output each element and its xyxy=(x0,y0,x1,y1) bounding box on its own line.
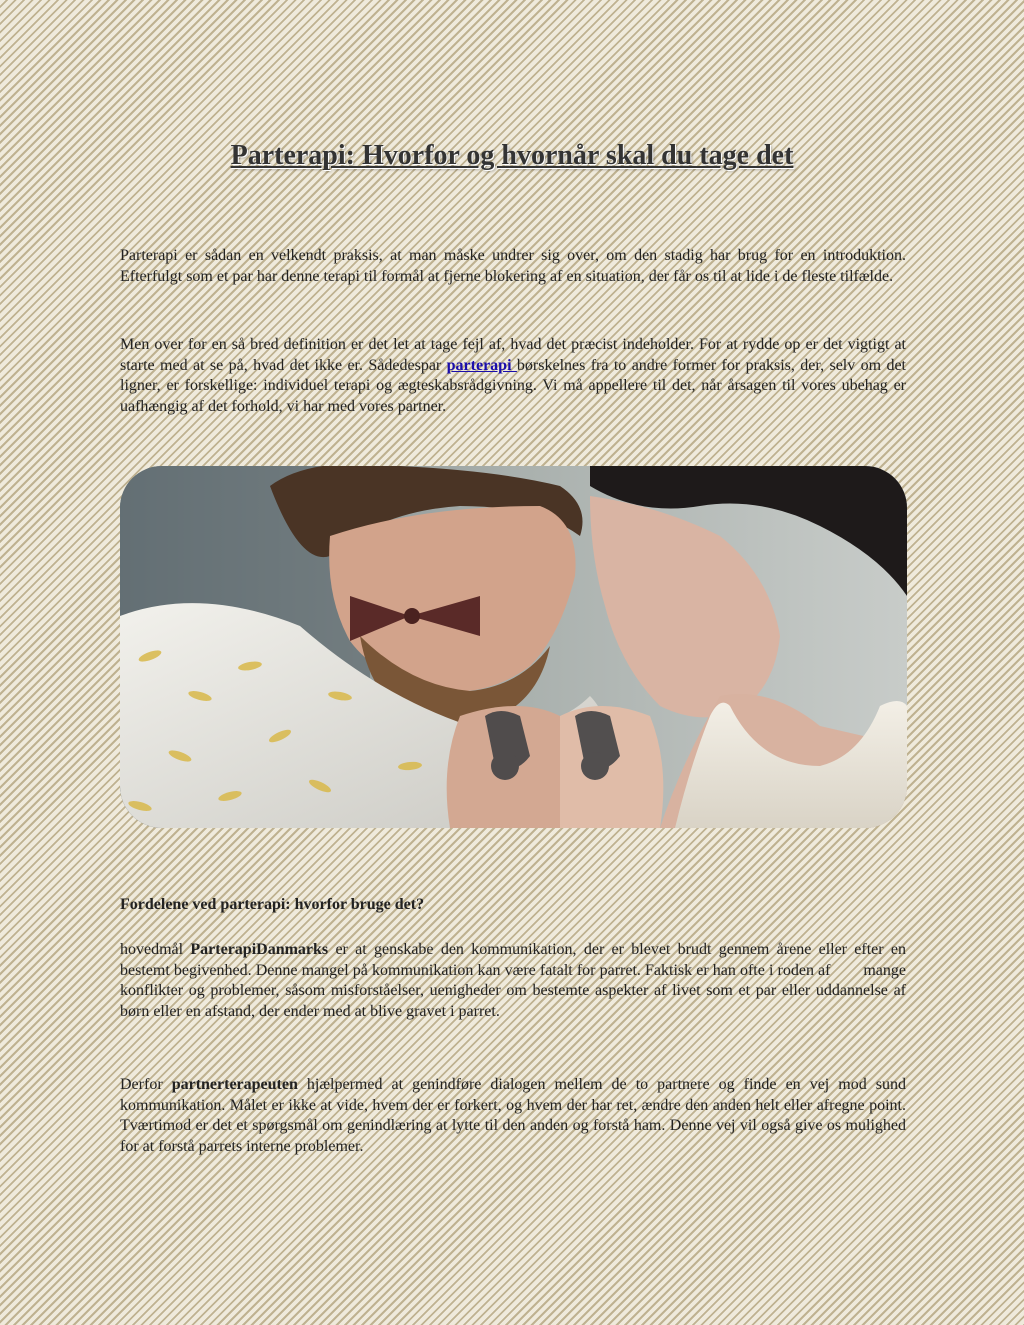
benefits-text-after: er at genskabe den kommunikation, der er blevet brudt gennem årene eller efter en bestemt begivenhed. Denne mangel på kommunikation kan være fatalt for parret. Faktisk er han ofte i roden af mange konflikter og problemer, såsom misforståelser, uenigheder om bestemte aspekter af livet som et par eller uddannelse af børn eller en afstand, der ender med at blive gravet i parret. xyxy=(120,941,910,1020)
partnerterapeuten-bold: partnerterapeuten xyxy=(171,1076,298,1093)
therapist-text-after: hjælpermed at genindføre dialogen mellem de to partnere og finde en vej mod sund kommunikation. Målet er ikke at vide, hvem der er forkert, og hvem der har ret, ændre den anden helt eller afregne point. Tværtimod er det et spørgsmål om genindlæring at lytte til den anden og forstå ham. Denne vej vil også give os mulighed for at forstå parrets interne problemer. xyxy=(120,1076,907,1155)
definition-text-after: børskelnes fra to andre former for praksis, der, selv om det ligner, er forskellige: individuel terapi og ægteskabsrådgivning. Vi må appellere til det, når årsagen til vores ubehag er uafhængig af det forhold, vi har med vores partner. xyxy=(120,356,907,415)
intro-paragraph: Parterapi er sådan en velkendt praksis, at man måske undrer sig over, om den stadig har brug for en introduktion. Efterfulgt som et par har denne terapi til formål at fjerne blokering af en situation, der får os til at lide i de fleste tilfælde. xyxy=(120,247,906,285)
therapist-text-before: Derfor xyxy=(120,1076,172,1093)
couple-photo-image xyxy=(120,466,907,828)
benefits-text-before: hovedmål xyxy=(120,941,191,958)
parterapidanmarks-bold: ParterapiDanmarks xyxy=(190,941,329,958)
parterapi-link[interactable]: parterapi xyxy=(446,356,517,374)
therapist-paragraph xyxy=(120,1075,906,1157)
benefits-paragraph xyxy=(120,940,910,1022)
definition-paragraph xyxy=(120,335,906,417)
definition-text-before: Men over for en så bred definition er det let at tage fejl af, hvad det præcist indeholder. For at rydde op er det vigtigt at starte med at se på, hvad det ikke er. Sådedespar xyxy=(120,336,906,374)
section-heading-benefits: Fordelene ved parterapi: hvorfor bruge det? xyxy=(120,896,425,913)
page-title: Parterapi: Hvorfor og hvornår skal du tage det xyxy=(230,140,794,171)
couple-photo xyxy=(120,466,907,828)
